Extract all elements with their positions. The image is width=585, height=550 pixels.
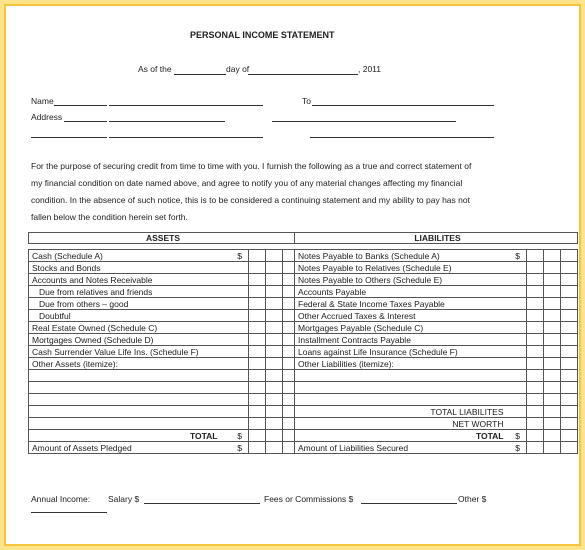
salary-label: Salary $ bbox=[108, 494, 140, 504]
liability-label bbox=[295, 394, 510, 406]
liability-dollar bbox=[510, 322, 527, 334]
liability-amount-cell[interactable] bbox=[544, 382, 561, 394]
table-row bbox=[29, 442, 578, 454]
liability-amount-cell[interactable] bbox=[561, 262, 578, 274]
liability-amount-cell[interactable] bbox=[561, 442, 578, 454]
liability-amount-cell[interactable] bbox=[561, 346, 578, 358]
asset-amount-cell[interactable] bbox=[249, 406, 266, 418]
asset-amount-cell[interactable] bbox=[266, 274, 283, 286]
table-row bbox=[29, 394, 578, 406]
liability-amount-cell[interactable] bbox=[561, 370, 578, 382]
liability-label bbox=[295, 382, 510, 394]
liability-dollar bbox=[510, 370, 527, 382]
asset-amount-cell[interactable] bbox=[266, 370, 283, 382]
liability-amount-cell[interactable] bbox=[527, 334, 544, 346]
asset-label: Real Estate Owned (Schedule C) bbox=[29, 322, 224, 334]
asset-amount-cell[interactable] bbox=[283, 346, 295, 358]
asset-dollar bbox=[224, 334, 249, 346]
asset-amount-cell[interactable] bbox=[283, 382, 295, 394]
asset-amount-cell[interactable] bbox=[249, 310, 266, 322]
liability-amount-cell[interactable] bbox=[544, 250, 561, 262]
asset-amount-cell[interactable] bbox=[283, 430, 295, 442]
liability-dollar: $ bbox=[510, 430, 527, 442]
liability-amount-cell[interactable] bbox=[527, 418, 544, 430]
liability-amount-cell[interactable] bbox=[527, 274, 544, 286]
liability-amount-cell[interactable] bbox=[527, 310, 544, 322]
liability-amount-cell[interactable] bbox=[527, 346, 544, 358]
liability-amount-cell[interactable] bbox=[544, 358, 561, 370]
asset-amount-cell[interactable] bbox=[266, 298, 283, 310]
asset-amount-cell[interactable] bbox=[283, 262, 295, 274]
asset-amount-cell[interactable] bbox=[283, 298, 295, 310]
asset-amount-cell[interactable] bbox=[249, 370, 266, 382]
paragraph-line-3: condition. In the absence of such notice, this is to be considered a continuing statement and my ability to pay has not bbox=[31, 195, 470, 205]
asset-amount-cell[interactable] bbox=[283, 334, 295, 346]
asset-amount-cell[interactable] bbox=[283, 370, 295, 382]
asset-dollar: $ bbox=[224, 430, 249, 442]
asset-amount-cell[interactable] bbox=[249, 442, 266, 454]
asset-label: Amount of Assets Pledged bbox=[29, 442, 224, 454]
name-label: Name bbox=[31, 96, 54, 106]
liability-dollar bbox=[510, 334, 527, 346]
asset-amount-cell[interactable] bbox=[266, 442, 283, 454]
asset-amount-cell[interactable] bbox=[266, 322, 283, 334]
asset-amount-cell[interactable] bbox=[249, 358, 266, 370]
asset-amount-cell[interactable] bbox=[266, 310, 283, 322]
name-field-a[interactable] bbox=[54, 105, 107, 106]
asset-amount-cell[interactable] bbox=[283, 418, 295, 430]
asset-dollar bbox=[224, 298, 249, 310]
liability-amount-cell[interactable] bbox=[527, 322, 544, 334]
asset-dollar bbox=[224, 310, 249, 322]
liability-label: Installment Contracts Payable bbox=[295, 334, 510, 346]
asset-label: Cash (Schedule A) bbox=[29, 250, 224, 262]
liability-amount-cell[interactable] bbox=[561, 418, 578, 430]
asset-label: Cash Surrender Value Life Ins. (Schedule F) bbox=[29, 346, 224, 358]
asset-amount-cell[interactable] bbox=[266, 394, 283, 406]
paragraph-line-2: my financial condition on date named above, and agree to notify you of any material changes affecting my financial bbox=[31, 178, 463, 188]
liability-amount-cell[interactable] bbox=[544, 430, 561, 442]
paragraph-line-4: fallen below the condition herein set forth. bbox=[31, 212, 188, 222]
liability-dollar bbox=[510, 346, 527, 358]
form-page bbox=[4, 4, 581, 546]
address-field-b[interactable] bbox=[109, 121, 225, 122]
table-row bbox=[29, 430, 578, 442]
liability-amount-cell[interactable] bbox=[544, 286, 561, 298]
liability-amount-cell[interactable] bbox=[561, 334, 578, 346]
to-label: To bbox=[302, 96, 311, 106]
asset-label: TOTAL bbox=[29, 430, 224, 442]
liability-label: Notes Payable to Others (Schedule E) bbox=[295, 274, 510, 286]
annual-income-field[interactable] bbox=[31, 512, 107, 513]
liability-amount-cell[interactable] bbox=[527, 406, 544, 418]
table-row bbox=[29, 262, 578, 274]
asset-amount-cell[interactable] bbox=[283, 358, 295, 370]
liability-dollar bbox=[510, 262, 527, 274]
liability-label: Other Accrued Taxes & Interest bbox=[295, 310, 510, 322]
asset-dollar bbox=[224, 358, 249, 370]
liability-amount-cell[interactable] bbox=[561, 274, 578, 286]
asset-dollar bbox=[224, 286, 249, 298]
asset-amount-cell[interactable] bbox=[249, 346, 266, 358]
asset-amount-cell[interactable] bbox=[249, 286, 266, 298]
asset-dollar bbox=[224, 406, 249, 418]
liability-label: Notes Payable to Relatives (Schedule E) bbox=[295, 262, 510, 274]
asset-amount-cell[interactable] bbox=[249, 274, 266, 286]
liability-amount-cell[interactable] bbox=[561, 382, 578, 394]
liability-dollar: $ bbox=[510, 250, 527, 262]
liability-amount-cell[interactable] bbox=[561, 286, 578, 298]
liability-dollar bbox=[510, 358, 527, 370]
liability-amount-cell[interactable] bbox=[561, 310, 578, 322]
liability-amount-cell[interactable] bbox=[544, 322, 561, 334]
asset-amount-cell[interactable] bbox=[266, 430, 283, 442]
asset-label: Doubtful bbox=[29, 310, 224, 322]
liability-dollar bbox=[510, 298, 527, 310]
asset-amount-cell[interactable] bbox=[249, 250, 266, 262]
table-row bbox=[29, 322, 578, 334]
to-address-field-2[interactable] bbox=[310, 137, 494, 138]
table-row bbox=[29, 358, 578, 370]
liability-amount-cell[interactable] bbox=[544, 274, 561, 286]
asset-amount-cell[interactable] bbox=[266, 358, 283, 370]
asset-amount-cell[interactable] bbox=[249, 382, 266, 394]
asset-amount-cell[interactable] bbox=[266, 250, 283, 262]
asset-amount-cell[interactable] bbox=[249, 430, 266, 442]
asset-amount-cell[interactable] bbox=[249, 298, 266, 310]
asset-label: Due from relatives and friends bbox=[29, 286, 224, 298]
liability-amount-cell[interactable] bbox=[527, 298, 544, 310]
liability-amount-cell[interactable] bbox=[527, 358, 544, 370]
asset-dollar bbox=[224, 274, 249, 286]
liability-amount-cell[interactable] bbox=[527, 442, 544, 454]
liabilities-header: LIABILITES bbox=[295, 233, 578, 244]
paragraph-line-1: For the purpose of securing credit from time to time with you. I furnish the following as a true and correct statement of bbox=[31, 161, 472, 171]
day-of-label: day of bbox=[226, 64, 250, 74]
table-row bbox=[29, 274, 578, 286]
liability-amount-cell[interactable] bbox=[527, 394, 544, 406]
liability-amount-cell[interactable] bbox=[544, 418, 561, 430]
asset-amount-cell[interactable] bbox=[266, 334, 283, 346]
asset-amount-cell[interactable] bbox=[283, 406, 295, 418]
asset-dollar: $ bbox=[224, 250, 249, 262]
address-field-a[interactable] bbox=[64, 121, 107, 122]
table-row bbox=[29, 310, 578, 322]
liability-label: TOTAL LIABILITES bbox=[295, 406, 510, 418]
asset-amount-cell[interactable] bbox=[283, 250, 295, 262]
asset-label: Mortgages Owned (Schedule D) bbox=[29, 334, 224, 346]
salary-field[interactable] bbox=[144, 503, 260, 504]
liability-amount-cell[interactable] bbox=[544, 406, 561, 418]
liability-amount-cell[interactable] bbox=[527, 430, 544, 442]
asset-label bbox=[29, 370, 224, 382]
asset-label: Other Assets (itemize): bbox=[29, 358, 224, 370]
page-title: PERSONAL INCOME STATEMENT bbox=[190, 30, 335, 40]
asset-amount-cell[interactable] bbox=[283, 442, 295, 454]
asset-dollar bbox=[224, 262, 249, 274]
liability-amount-cell[interactable] bbox=[544, 262, 561, 274]
table-row bbox=[29, 370, 578, 382]
to-address-field[interactable] bbox=[272, 121, 456, 122]
to-field[interactable] bbox=[312, 105, 494, 106]
asset-amount-cell[interactable] bbox=[283, 394, 295, 406]
asset-amount-cell[interactable] bbox=[249, 322, 266, 334]
as-of-day-blank[interactable] bbox=[174, 74, 226, 75]
liability-label: Mortgages Payable (Schedule C) bbox=[295, 322, 510, 334]
liability-amount-cell[interactable] bbox=[527, 250, 544, 262]
table-row bbox=[29, 406, 578, 418]
liability-dollar bbox=[510, 310, 527, 322]
liability-amount-cell[interactable] bbox=[561, 406, 578, 418]
asset-label bbox=[29, 394, 224, 406]
asset-label bbox=[29, 406, 224, 418]
asset-label bbox=[29, 418, 224, 430]
as-of-month-blank[interactable] bbox=[248, 74, 358, 75]
address-field-c[interactable] bbox=[31, 137, 107, 138]
liability-label: Federal & State Income Taxes Payable bbox=[295, 298, 510, 310]
asset-amount-cell[interactable] bbox=[266, 382, 283, 394]
liability-amount-cell[interactable] bbox=[527, 286, 544, 298]
liability-label: Other Liabilities (itemize): bbox=[295, 358, 510, 370]
table-row bbox=[29, 382, 578, 394]
as-of-label: As of the bbox=[138, 64, 172, 74]
table-row bbox=[29, 346, 578, 358]
address-label: Address bbox=[31, 112, 63, 122]
table-row bbox=[29, 418, 578, 430]
assets-header: ASSETS bbox=[29, 233, 295, 244]
liability-dollar bbox=[510, 394, 527, 406]
asset-amount-cell[interactable] bbox=[283, 310, 295, 322]
liability-amount-cell[interactable] bbox=[544, 346, 561, 358]
asset-amount-cell[interactable] bbox=[249, 334, 266, 346]
table-row bbox=[29, 334, 578, 346]
liability-amount-cell[interactable] bbox=[527, 262, 544, 274]
liability-amount-cell[interactable] bbox=[561, 358, 578, 370]
liability-amount-cell[interactable] bbox=[544, 334, 561, 346]
asset-dollar bbox=[224, 418, 249, 430]
other-income-label: Other $ bbox=[458, 494, 487, 504]
liability-amount-cell[interactable] bbox=[544, 310, 561, 322]
asset-dollar bbox=[224, 394, 249, 406]
liability-amount-cell[interactable] bbox=[561, 394, 578, 406]
asset-amount-cell[interactable] bbox=[266, 346, 283, 358]
asset-label: Accounts and Notes Receivable bbox=[29, 274, 224, 286]
asset-amount-cell[interactable] bbox=[266, 406, 283, 418]
liability-label: Amount of Liabilities Secured bbox=[295, 442, 510, 454]
liability-amount-cell[interactable] bbox=[561, 430, 578, 442]
liability-dollar bbox=[510, 418, 527, 430]
liability-amount-cell[interactable] bbox=[544, 442, 561, 454]
liability-amount-cell[interactable] bbox=[561, 250, 578, 262]
liability-label: TOTAL bbox=[295, 430, 510, 442]
liability-label: NET WORTH bbox=[295, 418, 510, 430]
liability-amount-cell[interactable] bbox=[527, 370, 544, 382]
annual-income-label: Annual Income: bbox=[31, 494, 91, 504]
address-field-d[interactable] bbox=[109, 137, 263, 138]
asset-label: Due from others – good bbox=[29, 298, 224, 310]
liability-amount-cell[interactable] bbox=[561, 322, 578, 334]
liability-label: Loans against Life Insurance (Schedule F) bbox=[295, 346, 510, 358]
liability-dollar bbox=[510, 274, 527, 286]
asset-label: Stocks and Bonds bbox=[29, 262, 224, 274]
fees-field[interactable] bbox=[361, 503, 457, 504]
asset-amount-cell[interactable] bbox=[249, 262, 266, 274]
liability-dollar bbox=[510, 286, 527, 298]
asset-amount-cell[interactable] bbox=[283, 274, 295, 286]
liability-dollar: $ bbox=[510, 442, 527, 454]
fees-label: Fees or Commissions $ bbox=[264, 494, 354, 504]
liability-amount-cell[interactable] bbox=[544, 370, 561, 382]
statement-table bbox=[28, 232, 578, 454]
asset-amount-cell[interactable] bbox=[283, 322, 295, 334]
asset-dollar bbox=[224, 322, 249, 334]
asset-dollar bbox=[224, 382, 249, 394]
name-field-b[interactable] bbox=[109, 105, 263, 106]
liability-label bbox=[295, 370, 510, 382]
asset-dollar: $ bbox=[224, 442, 249, 454]
asset-amount-cell[interactable] bbox=[249, 418, 266, 430]
liability-label: Notes Payable to Banks (Schedule A) bbox=[295, 250, 510, 262]
asset-amount-cell[interactable] bbox=[266, 418, 283, 430]
liability-amount-cell[interactable] bbox=[527, 382, 544, 394]
liability-label: Accounts Payable bbox=[295, 286, 510, 298]
asset-amount-cell[interactable] bbox=[266, 262, 283, 274]
table-row bbox=[29, 298, 578, 310]
year-label: , 2011 bbox=[358, 64, 382, 74]
table-row bbox=[29, 250, 578, 262]
asset-amount-cell[interactable] bbox=[283, 286, 295, 298]
liability-amount-cell[interactable] bbox=[561, 298, 578, 310]
liability-dollar bbox=[510, 382, 527, 394]
table-row bbox=[29, 286, 578, 298]
asset-dollar bbox=[224, 370, 249, 382]
asset-dollar bbox=[224, 346, 249, 358]
asset-label bbox=[29, 382, 224, 394]
liability-dollar bbox=[510, 406, 527, 418]
liability-amount-cell[interactable] bbox=[544, 298, 561, 310]
liability-amount-cell[interactable] bbox=[544, 394, 561, 406]
asset-amount-cell[interactable] bbox=[266, 286, 283, 298]
asset-amount-cell[interactable] bbox=[249, 394, 266, 406]
